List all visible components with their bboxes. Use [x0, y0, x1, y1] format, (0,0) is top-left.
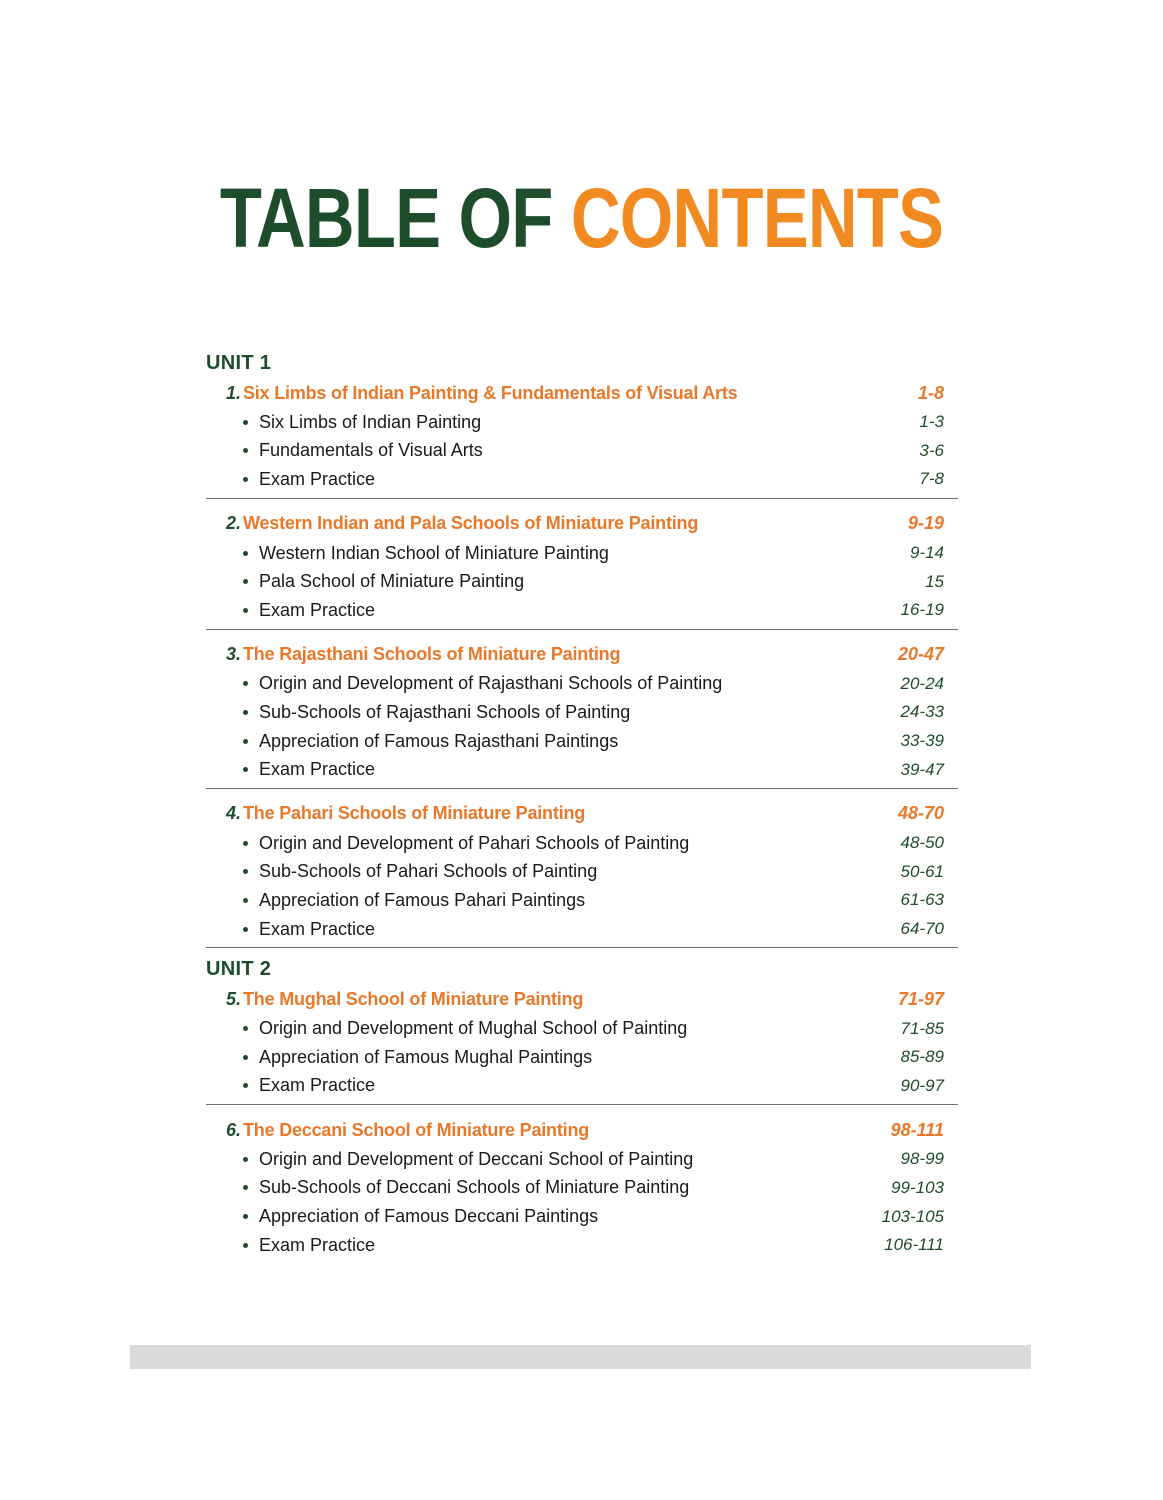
chapter-number: 6.	[225, 1119, 241, 1140]
bullet-icon	[243, 477, 248, 482]
topic-pages: 61-63	[900, 890, 944, 910]
list-item[interactable]	[206, 670, 958, 699]
chapter-number: 4.	[225, 803, 241, 824]
bullet-icon	[243, 767, 248, 772]
chapter-pages: 20-47	[897, 644, 944, 665]
topic-pages: 33-39	[900, 731, 944, 751]
bullet-icon	[243, 1243, 248, 1248]
topic-label: Exam Practice	[259, 918, 376, 939]
topic-pages: 50-61	[900, 861, 944, 881]
topic-label: Western Indian School of Miniature Painting	[259, 542, 609, 563]
chapter-row[interactable]	[206, 1115, 958, 1145]
bullet-icon	[243, 1026, 248, 1031]
topic-pages: 85-89	[900, 1047, 944, 1067]
topic-pages: 64-70	[900, 919, 944, 939]
table-of-contents	[206, 348, 958, 1273]
list-item[interactable]	[206, 858, 958, 887]
bullet-icon	[243, 841, 248, 846]
chapter-block	[206, 640, 958, 789]
topic-label: Exam Practice	[259, 468, 376, 489]
topic-label: Exam Practice	[259, 599, 376, 620]
bullet-icon	[243, 579, 248, 584]
chapter-row[interactable]	[206, 509, 958, 539]
chapter-block	[206, 799, 958, 948]
bullet-icon	[243, 681, 248, 686]
title-part-1: TABLE OF	[219, 171, 553, 265]
bullet-icon	[243, 1055, 248, 1060]
bullet-icon	[243, 1157, 248, 1162]
topic-label: Six Limbs of Indian Painting	[259, 411, 482, 432]
bullet-icon	[243, 448, 248, 453]
topic-label: Sub-Schools of Deccani Schools of Miniature Painting	[259, 1177, 690, 1198]
chapter-pages: 48-70	[897, 803, 944, 824]
list-item[interactable]	[206, 1145, 958, 1174]
chapter-title: The Mughal School of Miniature Painting	[243, 988, 584, 1009]
list-item[interactable]	[206, 465, 958, 494]
topic-label: Exam Practice	[259, 1234, 376, 1255]
topic-label: Origin and Development of Deccani School of Painting	[259, 1148, 694, 1169]
list-item[interactable]	[206, 1174, 958, 1203]
topic-label: Exam Practice	[259, 759, 376, 780]
chapter-title: Six Limbs of Indian Painting & Fundamentals of Visual Arts	[243, 382, 738, 403]
topic-label: Sub-Schools of Pahari Schools of Painting	[259, 861, 598, 882]
chapter-row[interactable]	[206, 984, 958, 1014]
chapter-row[interactable]	[206, 640, 958, 670]
bullet-icon	[243, 608, 248, 613]
topic-pages: 16-19	[900, 600, 944, 620]
bullet-icon	[243, 739, 248, 744]
list-item[interactable]	[206, 886, 958, 915]
list-item[interactable]	[206, 755, 958, 784]
chapter-row[interactable]	[206, 799, 958, 829]
unit-heading: UNIT 1	[206, 352, 272, 374]
topic-label: Appreciation of Famous Mughal Paintings	[259, 1046, 593, 1067]
topic-pages: 15	[925, 571, 944, 591]
list-item[interactable]	[206, 915, 958, 944]
unit-heading: UNIT 2	[206, 958, 272, 981]
footer-bar	[130, 1345, 1031, 1369]
page-title	[105, 168, 1059, 268]
list-item[interactable]	[206, 596, 958, 625]
chapter-pages: 1-8	[917, 382, 944, 403]
topic-pages: 24-33	[900, 702, 944, 722]
topic-pages: 3-6	[919, 440, 944, 460]
topic-label: Sub-Schools of Rajasthani Schools of Painting	[259, 701, 631, 722]
topic-pages: 98-99	[900, 1149, 944, 1169]
list-item[interactable]	[206, 1231, 958, 1260]
chapter-number: 1.	[225, 382, 241, 403]
list-item[interactable]	[206, 408, 958, 437]
list-item[interactable]	[206, 1043, 958, 1072]
topic-pages: 99-103	[891, 1177, 944, 1197]
list-item[interactable]	[206, 567, 958, 596]
list-item[interactable]	[206, 539, 958, 568]
list-item[interactable]	[206, 1072, 958, 1101]
chapter-row[interactable]	[206, 378, 958, 408]
list-item[interactable]	[206, 829, 958, 858]
chapter-title: Western Indian and Pala Schools of Miniature Painting	[243, 513, 699, 534]
chapter-number: 3.	[225, 644, 241, 665]
bullet-icon	[243, 927, 248, 932]
chapter-block	[206, 1115, 958, 1263]
chapter-block	[206, 509, 958, 630]
list-item[interactable]	[206, 1202, 958, 1231]
topic-label: Appreciation of Famous Deccani Paintings	[259, 1206, 599, 1227]
topic-pages: 48-50	[900, 833, 944, 853]
chapter-block	[206, 984, 958, 1105]
list-item[interactable]	[206, 698, 958, 727]
topic-pages: 106-111	[884, 1235, 944, 1255]
chapter-title: The Deccani School of Miniature Painting	[243, 1119, 590, 1140]
bullet-icon	[243, 1185, 248, 1190]
list-item[interactable]	[206, 1014, 958, 1043]
topic-pages: 71-85	[900, 1018, 944, 1038]
topic-pages: 103-105	[881, 1206, 944, 1226]
topic-label: Exam Practice	[259, 1075, 376, 1096]
bullet-icon	[243, 1083, 248, 1088]
chapter-title: The Rajasthani Schools of Miniature Painting	[243, 644, 621, 665]
chapter-number: 5.	[225, 988, 241, 1009]
topic-pages: 9-14	[909, 543, 944, 563]
chapter-number: 2.	[225, 513, 241, 534]
bullet-icon	[243, 869, 248, 874]
bullet-icon	[243, 1214, 248, 1219]
topic-label: Origin and Development of Pahari Schools of Painting	[259, 832, 690, 853]
topic-pages: 39-47	[900, 759, 944, 779]
topic-pages: 7-8	[919, 469, 944, 489]
topic-label: Appreciation of Famous Rajasthani Paintings	[259, 730, 619, 751]
chapter-pages: 9-19	[907, 513, 944, 534]
topic-label: Origin and Development of Rajasthani Schools of Painting	[259, 673, 723, 694]
chapter-pages: 98-111	[890, 1119, 944, 1140]
topic-label: Appreciation of Famous Pahari Paintings	[259, 889, 586, 910]
topic-label: Origin and Development of Mughal School of Painting	[259, 1018, 688, 1039]
chapter-block	[206, 378, 958, 499]
topic-label: Pala School of Miniature Painting	[259, 571, 525, 592]
topic-pages: 1-3	[919, 412, 944, 432]
topic-pages: 90-97	[900, 1075, 944, 1095]
topic-label: Fundamentals of Visual Arts	[259, 440, 483, 461]
list-item[interactable]	[206, 437, 958, 466]
bullet-icon	[243, 898, 248, 903]
title-part-2: CONTENTS	[570, 171, 944, 265]
bullet-icon	[243, 420, 248, 425]
list-item[interactable]	[206, 727, 958, 756]
topic-pages: 20-24	[900, 673, 944, 693]
chapter-title: The Pahari Schools of Miniature Painting	[243, 803, 586, 824]
bullet-icon	[243, 710, 248, 715]
chapter-pages: 71-97	[897, 988, 944, 1009]
bullet-icon	[243, 551, 248, 556]
